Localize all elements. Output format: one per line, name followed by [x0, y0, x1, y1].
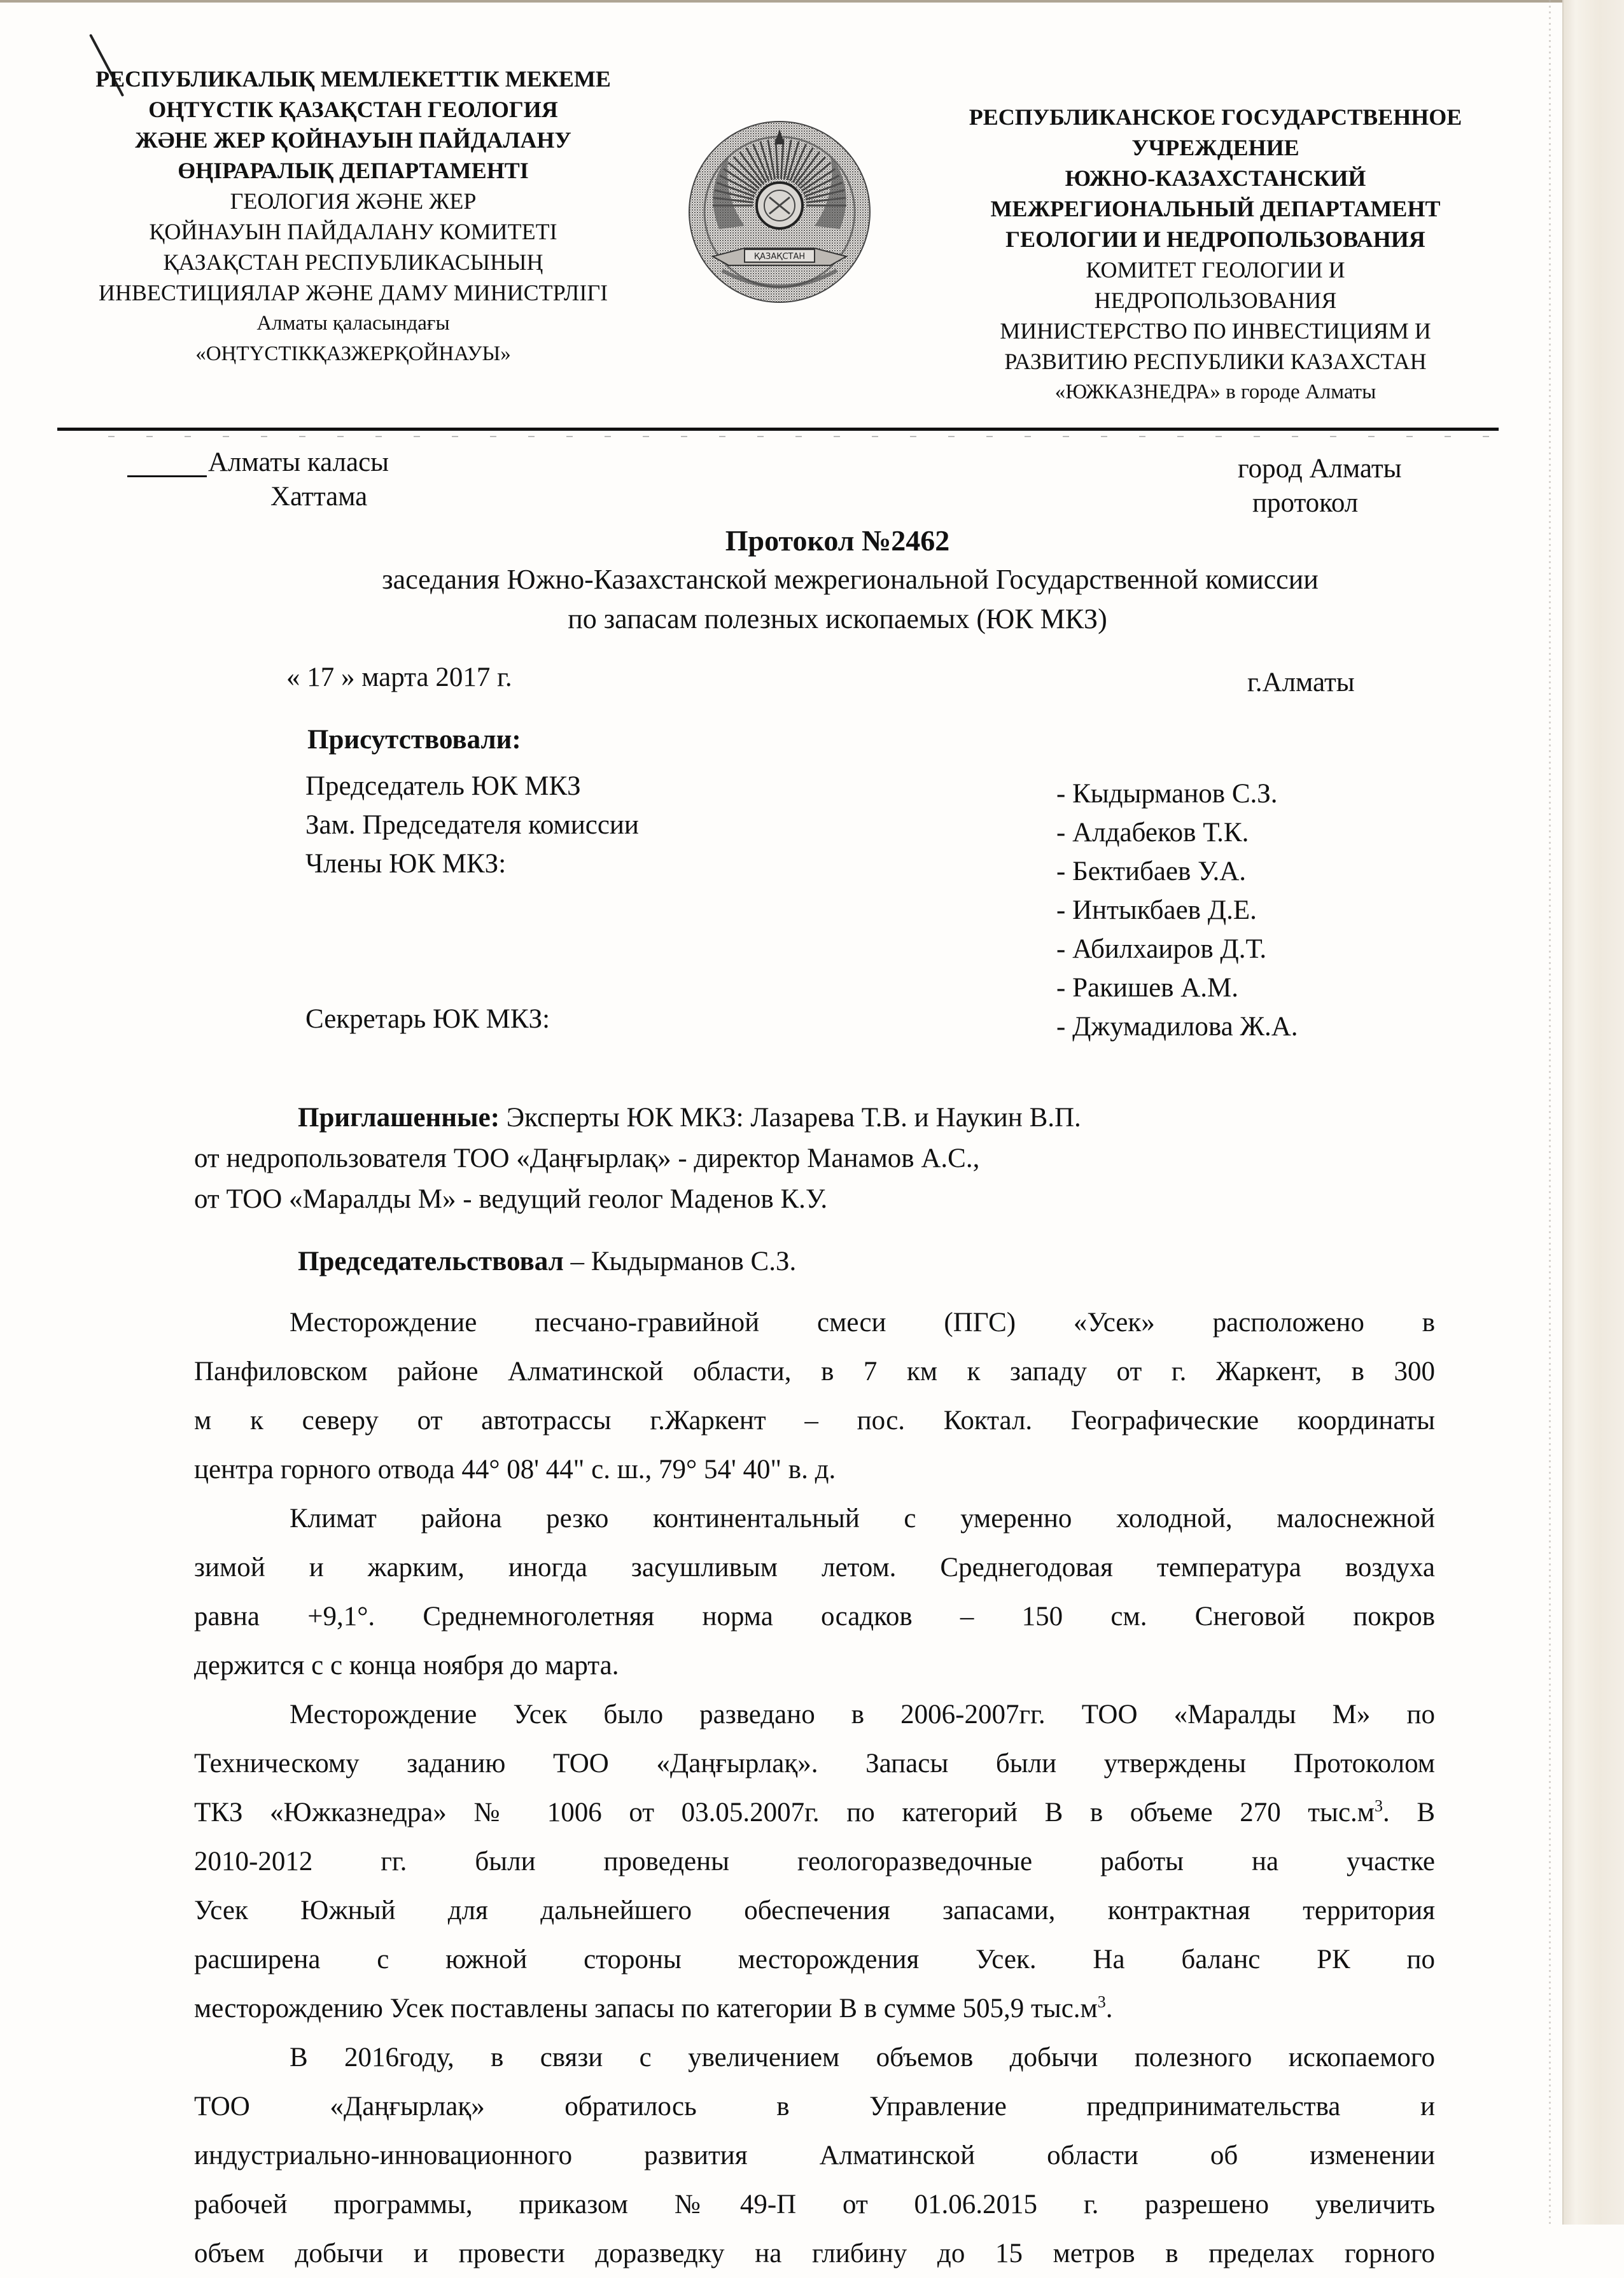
paragraph-line [194, 1788, 1435, 1837]
paragraph-text: . В [1383, 1798, 1436, 1827]
attendee-name: - Интыкбаев Д.Е. [1056, 895, 1257, 925]
role-secretary: Секретарь ЮК МКЗ: [305, 1004, 550, 1034]
attendance-row [305, 767, 1515, 809]
paragraph-line: Техническому заданию ТОО «Даңғырлақ». Запасы были утверждены Протоколом [194, 1749, 1435, 1778]
letterhead-divider [57, 428, 1499, 431]
invited-line3: от ТОО «Маралды М» - ведущий геолог Маденов К.У. [194, 1184, 828, 1214]
paragraph-line: Панфиловском районе Алматинской области, в 7 км к западу от г. Жаркент, в 300 [194, 1357, 1435, 1387]
kazakhstan-emblem-icon [684, 118, 875, 309]
attendee-name: - Джумадилова Ж.А. [1056, 1012, 1298, 1042]
attendee-name: - Ракишев А.М. [1056, 973, 1239, 1003]
paragraph-line: рабочей программы, приказом №49-П от 01.06.2015 г. разрешено увеличить [194, 2190, 1435, 2219]
scan-page-edge [1562, 0, 1624, 2225]
letterhead-line: КОМИТЕТ ГЕОЛОГИИ И [1086, 257, 1345, 283]
attendance-list [305, 767, 1515, 1042]
paragraph-line: равна +9,1°. Среднемноголетняя норма осадков – 150 см. Снеговой покров [194, 1602, 1435, 1632]
paragraph-line: зимой и жарким, иногда засушливым летом. Среднегодовая температура воздуха [194, 1553, 1435, 1583]
role-members: Члены ЮК МКЗ: [305, 849, 507, 879]
letterhead-line: ГЕОЛОГИЯ ЖӘНЕ ЖЕР [230, 188, 477, 214]
letterhead-line: МИНИСТЕРСТВО ПО ИНВЕСТИЦИЯМ И [1000, 318, 1431, 344]
paragraph-line: Месторождение песчано-гравийной смеси (ПГС) «Усек» расположено в [290, 1308, 1435, 1338]
attendance-row [305, 961, 1515, 1003]
letterhead-line: РАЗВИТИЮ РЕСПУБЛИКИ КАЗАХСТАН [1004, 349, 1427, 374]
attendance-row [305, 883, 1515, 925]
paragraph-line: центра горного отвода 44° 08' 44" с. ш., 79° 54' 40" в. д. [194, 1455, 836, 1485]
meeting-place: г.Алматы [1247, 667, 1355, 697]
paragraph-line: Усек Южный для дальнейшего обеспечения запасами, контрактная территория [194, 1896, 1435, 1925]
attendance-heading: Присутствовали: [307, 725, 521, 755]
paragraph-line: ТОО «Даңғырлақ» обратилось в Управление предпринимательства и [194, 2092, 1435, 2121]
attendance-row [305, 806, 1515, 848]
emblem-ribbon: ҚАЗАҚСТАН [753, 252, 806, 262]
role-chairman: Председатель ЮК МКЗ [305, 771, 581, 801]
letterhead-line: НЕДРОПОЛЬЗОВАНИЯ [1094, 288, 1337, 313]
paragraph-line: 2010-2012 гг. были проведены геологоразведочные работы на участке [194, 1847, 1435, 1876]
meeting-date: « 17 » марта 2017 г. [286, 662, 512, 692]
paragraph-line: Месторождение Усек было разведано в 2006-2007гг. ТОО «Маралды М» по [290, 1700, 1435, 1729]
letterhead-line: «ОҢТҮСТІКҚАЗЖЕРҚОЙНАУЫ» [195, 342, 511, 365]
letterhead-line: МЕЖРЕГИОНАЛЬНЫЙ ДЕПАРТАМЕНТ [990, 196, 1441, 221]
attendee-name: - Кыдырманов С.З. [1056, 779, 1278, 809]
attendee-name: - Бектибаев У.А. [1056, 856, 1247, 886]
invited-line1 [298, 1102, 1081, 1134]
city-russian: город Алматы [1238, 454, 1402, 484]
invited-label: Приглашенные: [298, 1103, 500, 1133]
paragraph-location [194, 1298, 1435, 1494]
attendance-row [305, 922, 1515, 964]
paragraph-2016 [194, 2033, 1435, 2278]
role-deputy: Зам. Председателя комиссии [305, 810, 639, 840]
letterhead-kazakh [25, 64, 681, 369]
letterhead-line: ӨҢІРАРАЛЫҚ ДЕПАРТАМЕНТІ [178, 158, 529, 183]
letterhead-line: «ЮЖКАЗНЕДРА» в городе Алматы [1054, 381, 1376, 403]
attendee-name: - Алдабеков Т.К. [1056, 818, 1249, 848]
letterhead-line: ОҢТҮСТІК ҚАЗАҚСТАН ГЕОЛОГИЯ [148, 97, 558, 122]
letterhead-line: РЕСПУБЛИКАНСКОЕ ГОСУДАРСТВЕННОЕ [969, 104, 1462, 130]
paragraph-line: объем добычи и провести доразведку на глибину до 15 метров в пределах горного [194, 2239, 1435, 2268]
paragraph-line: расширена с южной стороны месторождения Усек. На баланс РК по [194, 1945, 1435, 1974]
paragraph-climate [194, 1494, 1435, 1690]
paragraph-exploration [194, 1690, 1435, 2033]
paragraph-text: . [1105, 1994, 1113, 2023]
letterhead-divider-dashed [108, 436, 1495, 437]
paragraph-line: В 2016году, в связи с увеличением объемов добычи полезного ископаемого [290, 2043, 1435, 2072]
paragraph-line: м к северу от автотрассы г.Жаркент – пос. Коктал. Географические координаты [194, 1406, 1435, 1436]
chaired-label: Председательствовал [298, 1247, 564, 1276]
paragraph-text: ТКЗ «Южказнедра» № 1006 от 03.05.2007г. по категорий В в объеме 270 тыс.м [194, 1798, 1375, 1827]
letterhead-line: ҚАЗАҚСТАН РЕСПУБЛИКАСЫНЫҢ [163, 249, 543, 275]
doc-type-kazakh: Хаттама [270, 482, 368, 512]
doc-type-russian: протокол [1252, 488, 1359, 518]
scan-top-edge [0, 0, 1565, 3]
city-kazakh: Алматы каласы [208, 447, 389, 477]
invited-line2: от недропользователя ТОО «Даңғырлақ» - директор Манамов А.С., [194, 1143, 980, 1173]
protocol-subtitle-line1: заседания Южно-Казахстанской межрегиональной Государственной комиссии [382, 564, 1319, 595]
letterhead-line: ҚОЙНАУЫН ПАЙДАЛАНУ КОМИТЕТІ [149, 219, 557, 244]
invited-experts: Эксперты ЮК МКЗ: Лазарева Т.В. и Наукин В.П. [500, 1103, 1081, 1133]
attendance-row [305, 1000, 1515, 1042]
letterhead-line: РЕСПУБЛИКАЛЫҚ МЕМЛЕКЕТТІК МЕКЕМЕ [95, 66, 611, 92]
letterhead-russian [881, 102, 1550, 407]
protocol-subtitle-line2: по запасам полезных ископаемых (ЮК МКЗ) [568, 603, 1107, 634]
letterhead-line: УЧРЕЖДЕНИЕ [1131, 135, 1299, 160]
letterhead-line: ИНВЕСТИЦИЯЛАР ЖӘНЕ ДАМУ МИНИСТРЛІГІ [98, 280, 608, 305]
chaired-line [298, 1246, 796, 1278]
chaired-value: – Кыдырманов С.З. [563, 1247, 797, 1276]
attendee-name: - Абилхаиров Д.Т. [1056, 934, 1267, 964]
blank-underline [127, 475, 207, 477]
superscript: 3 [1097, 1992, 1106, 2011]
paragraph-line: держится с с конца ноября до марта. [194, 1651, 619, 1681]
attendance-row [305, 844, 1515, 886]
paragraph-text: месторождению Усек поставлены запасы по категории В в сумме 505,9 тыс.м [194, 1994, 1098, 2023]
letterhead-line: ЖӘНЕ ЖЕР ҚОЙНАУЫН ПАЙДАЛАНУ [135, 127, 571, 153]
paragraph-line [194, 1984, 1435, 2033]
superscript: 3 [1375, 1796, 1383, 1815]
protocol-number: Протокол №2462 [725, 524, 950, 557]
letterhead-line: Алматы қаласындағы [256, 312, 450, 335]
paragraph-line: индустриально-инновационного развития Алматинской области об изменении [194, 2141, 1435, 2170]
paragraph-line: Климат района резко континентальный с умеренно холодной, малоснежной [290, 1504, 1435, 1534]
letterhead-line: ГЕОЛОГИИ И НЕДРОПОЛЬЗОВАНИЯ [1005, 227, 1425, 252]
letterhead-line: ЮЖНО-КАЗАХСТАНСКИЙ [1065, 165, 1366, 191]
